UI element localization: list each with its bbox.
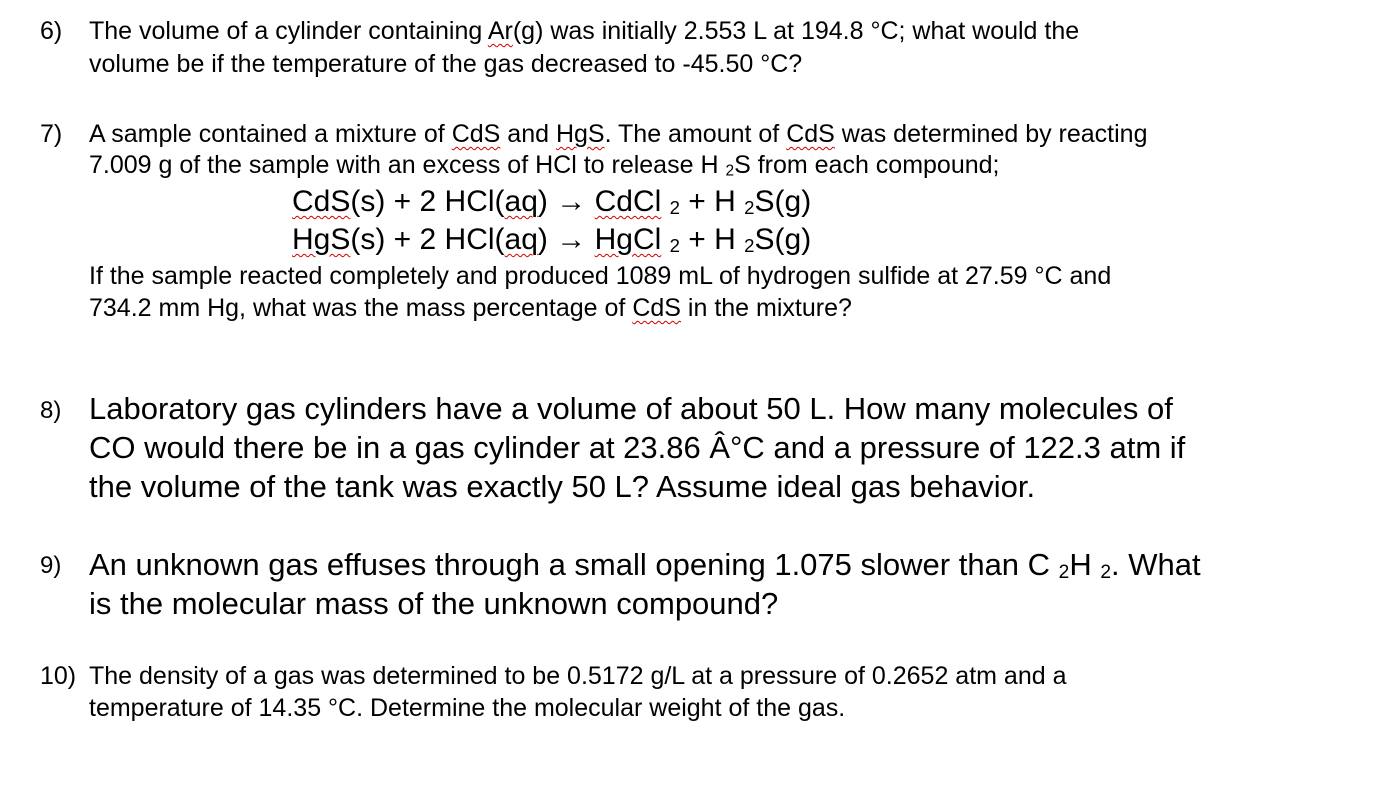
question-text-line: 7.009 g of the sample with an excess of HCl to release H $_2$S from each compound; <box>89 151 1000 180</box>
question-text-line: The density of a gas was determined to be 0.5172 g/L at a pressure of 0.2652 atm and a <box>89 662 1067 690</box>
question-text-line: is the molecular mass of the unknown compound? <box>89 586 779 621</box>
question-number: 9) <box>40 552 62 579</box>
reaction-equation-1: CdS(s) + 2 HCl(aq) → CdCl $_2$ + H $_2$S(g) <box>292 185 812 218</box>
question-text-line: the volume of the tank was exactly 50 L? Assume ideal gas behavior. <box>89 469 1036 504</box>
question-number: 8) <box>40 397 62 424</box>
question-text-line: volume be if the temperature of the gas decreased to -45.50 °C? <box>89 50 803 78</box>
question-text-line: The volume of a cylinder containing Ar(g) was initially 2.553 L at 194.8 °C; what would the <box>89 17 1080 45</box>
question-number: 6) <box>40 17 63 45</box>
question-text-line: If the sample reacted completely and produced 1089 mL of hydrogen sulfide at 27.59 °C and <box>89 262 1112 290</box>
question-number: 10) <box>40 662 77 690</box>
question-text-line: A sample contained a mixture of CdS and HgS. The amount of CdS was determined by reacting <box>89 120 1148 148</box>
question-text-line: temperature of 14.35 °C. Determine the molecular weight of the gas. <box>89 694 846 722</box>
question-text-line: Laboratory gas cylinders have a volume of about 50 L. How many molecules of <box>89 391 1173 426</box>
question-text-line: An unknown gas effuses through a small opening 1.075 slower than C $_2$H $_2$. What <box>89 547 1201 583</box>
question-text-line: CO would there be in a gas cylinder at 23.86 Â°C and a pressure of 122.3 atm if <box>89 430 1186 465</box>
question-number: 7) <box>40 120 63 148</box>
reaction-equation-2: HgS(s) + 2 HCl(aq) → HgCl $_2$ + H $_2$S(g) <box>292 223 812 256</box>
question-text-line: 734.2 mm Hg, what was the mass percentage of CdS in the mixture? <box>89 294 852 322</box>
